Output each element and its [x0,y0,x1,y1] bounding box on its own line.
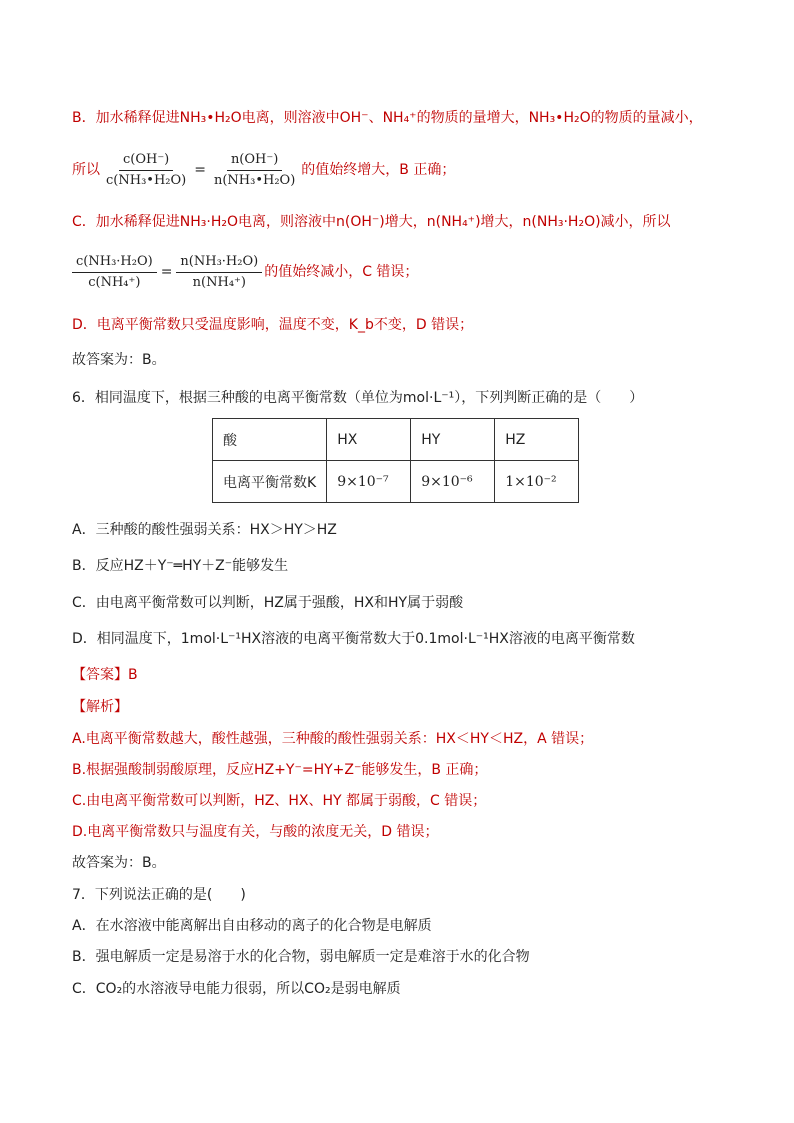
analysis-line-d: D.电离平衡常数只与温度有关，与酸的浓度无关，D 错误； [72,824,439,840]
question-7-option-a: A．在水溶液中能离解出自由移动的离子的化合物是电解质 [72,918,432,934]
question-6-option-b: B．反应HZ＋Y⁻═HY＋Z⁻能够发生 [72,558,289,574]
fraction-denominator: c(NH₄⁺) [88,274,141,290]
equals-sign: = [194,162,206,178]
analysis-line-c: C.由电离平衡常数可以判断，HZ、HX、HY 都属于弱酸，C 错误； [72,793,487,809]
question-7-option-b: B．强电解质一定是易溶于水的化合物，弱电解质一定是难溶于水的化合物 [72,949,530,965]
fraction-n-oh [210,151,299,190]
fraction-c-oh [102,151,190,190]
table-header-cell: HZ [495,419,579,461]
table-row [213,461,579,503]
answer-final: 故答案为：B。 [72,855,166,871]
fraction-numerator: n(OH⁻) [227,151,282,171]
explanation-d: D．电离平衡常数只受温度影响，温度不变，K_b不变，D 错误； [72,317,474,333]
fraction-numerator: n(NH₃·H₂O) [176,253,262,273]
table-cell: 1×10⁻² [495,461,579,503]
table-header-cell: HY [411,419,495,461]
question-6-stem: 6．相同温度下，根据三种酸的电离平衡常数（单位为mol·L⁻¹），下列判断正确的是（ ） [72,390,644,406]
question-6-option-c: C．由电离平衡常数可以判断，HZ属于强酸，HX和HY属于弱酸 [72,595,464,611]
explanation-b-formula [72,148,455,192]
question-6-option-a: A．三种酸的酸性强弱关系：HX＞HY＞HZ [72,522,337,538]
analysis-line-b: B.根据强酸制弱酸原理，反应HZ+Y⁻=HY+Z⁻能够发生，B 正确； [72,762,488,778]
fraction-denominator: n(NH₃•H₂O) [213,172,296,188]
explanation-b-line1: B．加水稀释促进NH₃•H₂O电离，则溶液中OH⁻、NH₄⁺的物质的量增大，NH₃•H₂O的物质的量减小， [72,110,703,126]
answer-label: 【答案】B [72,667,138,683]
table-cell: 9×10⁻⁷ [327,461,411,503]
analysis-label: 【解析】 [72,699,128,715]
fraction-numerator: c(OH⁻) [119,151,173,171]
fraction-denominator: c(NH₃•H₂O) [106,172,187,188]
equals-sign: = [160,264,173,280]
question-7-option-c: C．CO₂的水溶液导电能力很弱，所以CO₂是弱电解质 [72,981,401,997]
fraction-numerator: c(NH₃·H₂O) [72,253,157,273]
fraction-n-nh3 [176,253,262,292]
explanation-b-suffix: 的值始终增大，B 正确； [301,162,456,178]
table-cell: 9×10⁻⁶ [411,461,495,503]
analysis-line-a: A.电离平衡常数越大，酸性越强，三种酸的酸性强弱关系：HX＜HY＜HZ，A 错误； [72,731,594,747]
question-7-stem: 7．下列说法正确的是( ) [72,887,246,903]
explanation-c-formula [70,250,418,294]
table-header-cell: 酸 [213,419,327,461]
fraction-denominator: n(NH₄⁺) [192,274,246,290]
fraction-c-nh3 [72,253,157,292]
table-cell: 电离平衡常数K [213,461,327,503]
question-6-option-d: D．相同温度下，1mol·L⁻¹HX溶液的电离平衡常数大于0.1mol·L⁻¹HX溶液的电离平衡常数 [72,631,635,647]
table-row [213,419,579,461]
table-header-cell: HX [327,419,411,461]
acid-constant-table [212,418,579,503]
explanation-c-line1: C．加水稀释促进NH₃·H₂O电离，则溶液中n(OH⁻)增大，n(NH₄⁺)增大，n(NH₃·H₂O)减小，所以 [72,214,671,230]
explanation-c-suffix: 的值始终减小，C 错误； [264,264,419,280]
explanation-b-prefix: 所以 [72,162,100,178]
answer-previous: 故答案为：B。 [72,352,166,368]
